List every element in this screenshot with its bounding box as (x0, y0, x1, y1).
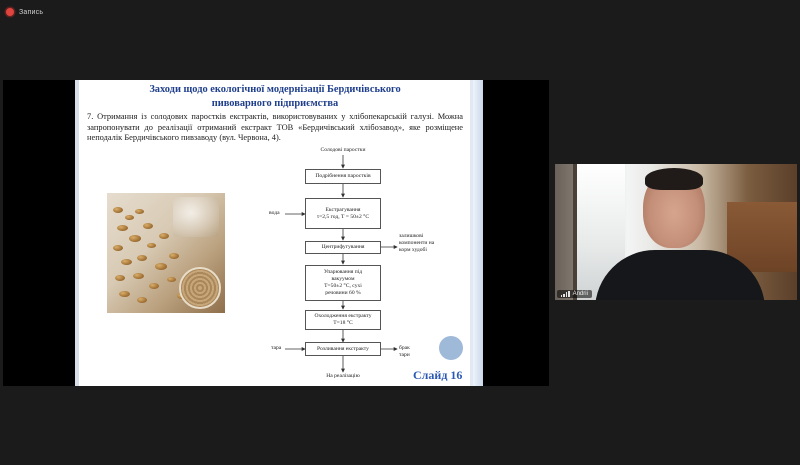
flow-input-water: вода (269, 210, 280, 216)
participant-name: Andrii (572, 291, 588, 297)
flow-output-brak: брак тари (399, 345, 410, 358)
slide-decor-circle (439, 336, 463, 360)
participant-name-tag (557, 290, 592, 298)
flow-step-extraction: Екстрагування τ=2,5 год, T = 50±2 °С (305, 198, 381, 229)
slide-title: Заходи щодо екологічної модернізації Бердичівського пивоварного підприємства (149, 84, 401, 109)
shared-screen (3, 80, 549, 386)
slide-number: Слайд 16 (413, 368, 463, 382)
flow-end-label: На реалізацію (326, 373, 360, 379)
presentation-slide (75, 80, 483, 386)
flow-start-label: Солодові паростки (320, 147, 366, 153)
flow-step-evaporation: Упарювання під вакуумом T=50±2 °С, сухі речовини 60 % (305, 265, 381, 301)
slide-paragraph: 7. Отримання із солодових паростків екстрактів, використовуваних у хлібопекарській галузі. Можна запропонувати до реалізації отриманий екстракт ТОВ «Бердичівський хлібозавод», яке розміщене неподалік Бердичівського пивзаводу (вул. Червона, 4). (87, 112, 463, 143)
record-dot-icon (6, 8, 14, 16)
flow-step-centrifuge: Центрифугування (305, 241, 381, 254)
participant-hair (645, 168, 703, 190)
recording-label: Запись (19, 8, 44, 16)
flow-step-bottling: Розливання екстракту (305, 342, 381, 356)
participant-video-tile[interactable] (555, 164, 797, 300)
flow-step-cooling: Охолодження екстракту T=18 °С (305, 310, 381, 330)
flow-input-tara: тара (271, 345, 282, 351)
flow-step-grinding: Подрібнення паростків (305, 169, 381, 184)
recording-indicator[interactable] (6, 5, 43, 19)
signal-bars-icon (561, 291, 570, 297)
flow-output-waste: залишкові компоненти на корм худобі (399, 233, 435, 253)
